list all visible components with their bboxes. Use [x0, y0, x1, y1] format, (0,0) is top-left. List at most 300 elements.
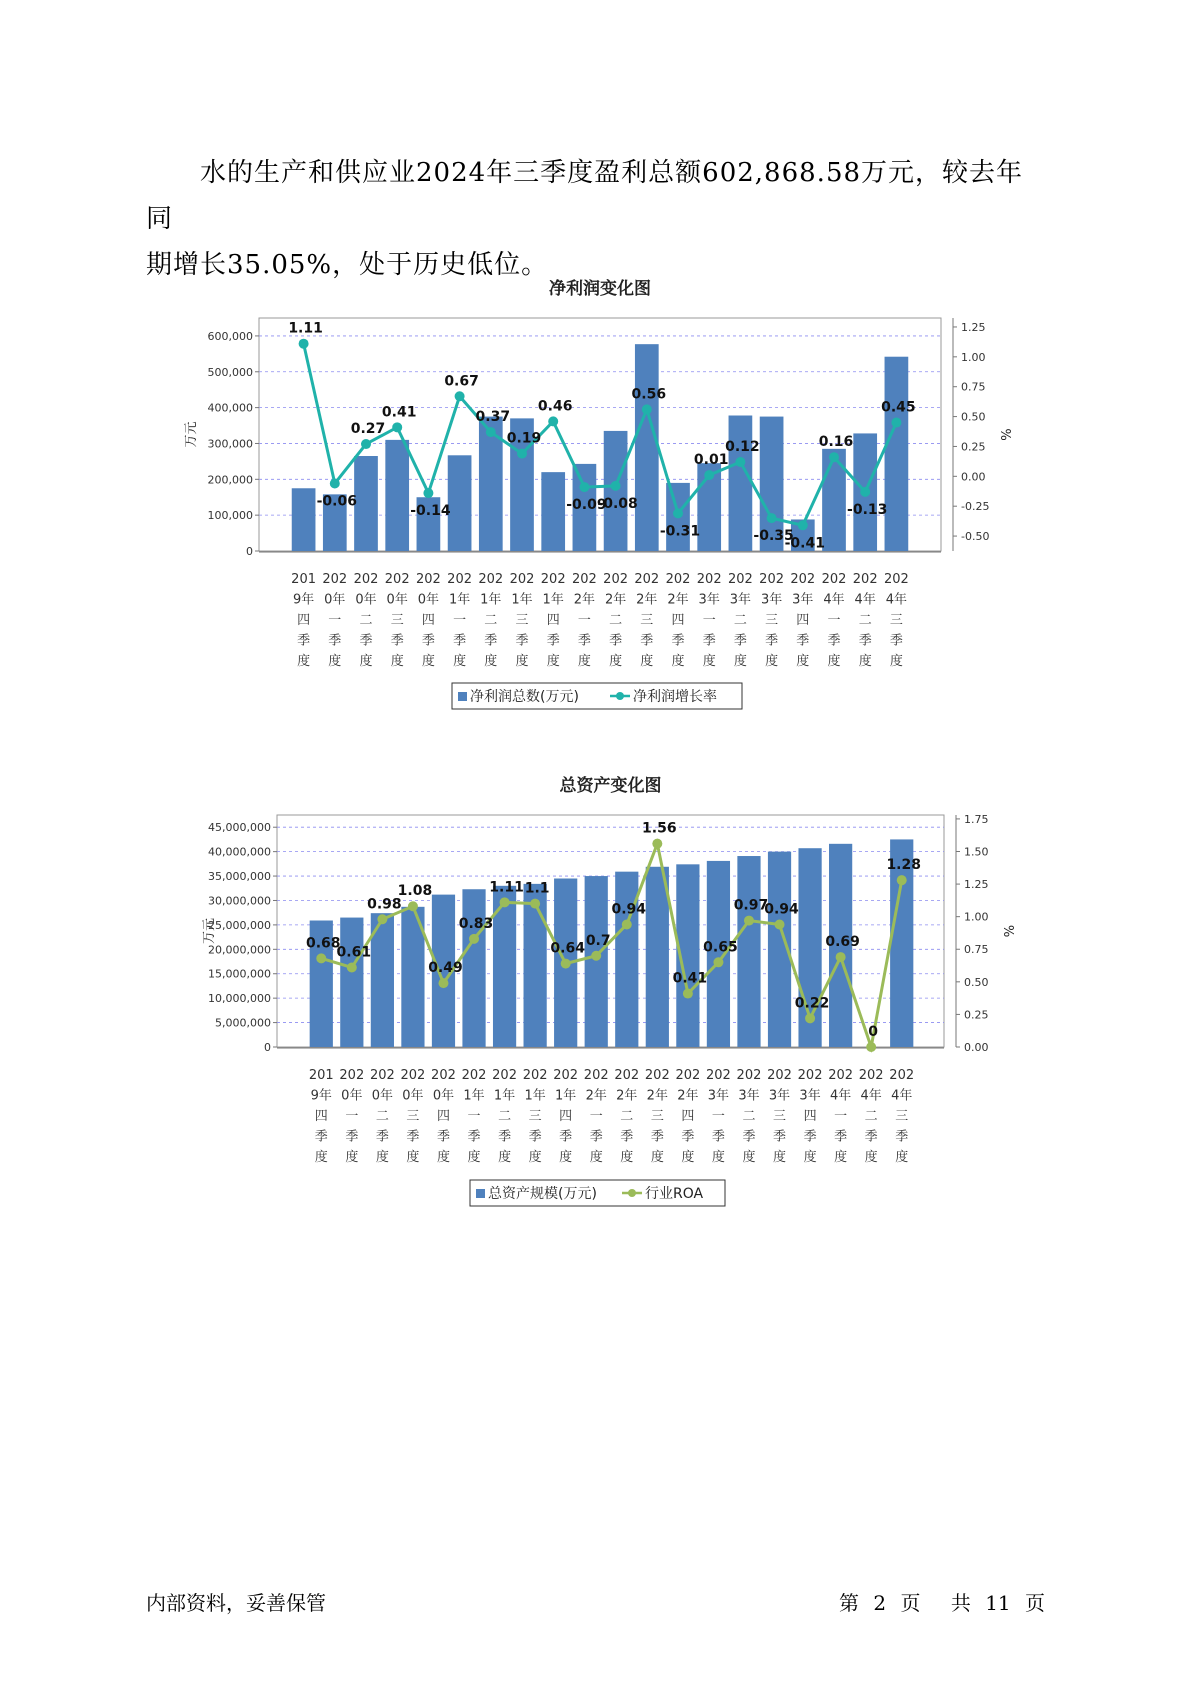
- right-tick-label: 1.00: [964, 910, 989, 924]
- x-tick-label: 季: [671, 633, 685, 649]
- x-tick-label: 度: [671, 654, 685, 669]
- x-tick-label: 202: [540, 572, 566, 587]
- x-tick-label: 四: [546, 613, 560, 628]
- x-tick-label: 季: [589, 1129, 603, 1145]
- right-tick-label: 1.75: [964, 812, 989, 826]
- x-tick-label: 202: [339, 1068, 365, 1083]
- total-no: 11: [985, 1591, 1011, 1615]
- line-point: [866, 1042, 876, 1052]
- line-point: [316, 953, 326, 963]
- x-tick-label: 一: [702, 613, 716, 628]
- x-tick-label: 季: [515, 633, 529, 649]
- x-tick-label: 季: [640, 633, 654, 649]
- page-unit: 页: [900, 1591, 921, 1615]
- right-tick-label: 1.25: [961, 320, 986, 334]
- x-tick-label: 度: [889, 654, 903, 669]
- x-tick-label: 202: [522, 1068, 548, 1083]
- x-tick-label: 季: [345, 1129, 359, 1145]
- legend-line-label: 净利润增长率: [633, 689, 717, 705]
- chart-title: 总资产变化图: [559, 776, 662, 796]
- x-tick-label: 一: [467, 1109, 481, 1124]
- x-tick-label: 0年: [386, 592, 408, 608]
- legend-line-marker: [628, 1189, 636, 1197]
- data-label: 0.01: [693, 452, 729, 469]
- x-tick-label: 四: [803, 1109, 817, 1124]
- x-tick-label: 202: [322, 572, 348, 587]
- x-tick-label: 季: [390, 633, 404, 649]
- x-tick-label: 4年: [891, 1088, 913, 1104]
- line-point: [591, 951, 601, 961]
- bar: [646, 867, 669, 1047]
- total-prefix: 共: [950, 1591, 971, 1615]
- right-tick-label: 1.00: [961, 350, 986, 364]
- x-tick-label: 0年: [341, 1088, 363, 1104]
- data-label: 0.49: [428, 960, 463, 977]
- x-tick-label: 季: [620, 1129, 634, 1145]
- x-tick-label: 度: [765, 654, 779, 669]
- x-tick-label: 四: [796, 613, 810, 628]
- data-label: 0.61: [336, 944, 372, 961]
- x-tick-label: 度: [834, 1150, 848, 1165]
- total-unit: 页: [1025, 1591, 1045, 1615]
- data-label: 0.12: [725, 438, 760, 455]
- x-tick-label: 季: [406, 1129, 420, 1145]
- x-tick-label: 季: [484, 633, 498, 649]
- data-label: 0.16: [818, 434, 854, 451]
- chart-title: 净利润变化图: [549, 279, 651, 299]
- left-tick-label: 40,000,000: [208, 845, 271, 859]
- x-tick-label: 三: [765, 613, 779, 628]
- x-tick-label: 2年: [646, 1088, 668, 1104]
- x-tick-label: 3年: [760, 592, 783, 608]
- x-tick-label: 二: [609, 613, 623, 628]
- legend-bar-swatch: [476, 1189, 485, 1198]
- right-tick-label: 0.75: [964, 943, 989, 957]
- x-tick-label: 度: [803, 1150, 817, 1165]
- legend-line-label: 行业ROA: [645, 1186, 704, 1202]
- x-tick-label: 度: [742, 1150, 756, 1165]
- x-tick-label: 季: [328, 633, 342, 649]
- x-tick-label: 季: [421, 633, 435, 649]
- x-tick-label: 度: [436, 1150, 450, 1165]
- x-tick-label: 度: [528, 1150, 542, 1165]
- x-tick-label: 202: [384, 572, 410, 587]
- data-label: 0.7: [585, 932, 611, 949]
- x-tick-label: 度: [773, 1150, 787, 1165]
- right-tick-label: 1.50: [964, 845, 989, 859]
- x-tick-label: 度: [515, 654, 529, 669]
- x-tick-label: 2年: [585, 1088, 607, 1104]
- line-point: [438, 978, 448, 988]
- x-tick-label: 3年: [698, 592, 720, 608]
- line-point: [530, 899, 540, 909]
- x-tick-label: 一: [328, 613, 342, 628]
- x-tick-label: 202: [767, 1068, 792, 1083]
- legend-bar-label: 总资产规模(万元): [488, 1186, 597, 1202]
- x-tick-label: 季: [453, 633, 467, 649]
- x-tick-label: 季: [359, 633, 373, 649]
- x-tick-label: 度: [421, 654, 435, 669]
- x-tick-label: 202: [852, 572, 878, 587]
- right-tick-label: 0.25: [964, 1008, 989, 1022]
- x-tick-label: 一: [711, 1109, 725, 1124]
- x-tick-label: 202: [447, 572, 473, 587]
- data-label: 0.41: [672, 970, 708, 987]
- x-tick-label: 度: [546, 654, 560, 669]
- x-tick-label: 二: [620, 1109, 634, 1124]
- x-tick-label: 202: [603, 572, 629, 587]
- x-tick-label: 二: [858, 613, 872, 628]
- x-tick-label: 二: [359, 613, 373, 628]
- left-tick-label: 400,000: [207, 401, 253, 415]
- x-tick-label: 季: [773, 1129, 787, 1145]
- bar: [737, 856, 760, 1047]
- x-tick-label: 季: [889, 633, 903, 649]
- data-label: 1.28: [886, 857, 921, 874]
- x-tick-label: 202: [883, 572, 909, 587]
- x-tick-label: 度: [328, 654, 342, 669]
- x-tick-label: 202: [583, 1068, 609, 1083]
- x-tick-label: 202: [790, 572, 816, 587]
- left-tick-label: 35,000,000: [208, 870, 271, 884]
- x-tick-label: 二: [375, 1109, 389, 1124]
- data-label: 0: [868, 1024, 879, 1040]
- x-tick-label: 三: [390, 613, 404, 628]
- x-tick-label: 3年: [768, 1088, 791, 1104]
- right-tick-label: 0.00: [964, 1041, 989, 1054]
- line-point: [744, 916, 754, 926]
- footer-page-number: [835, 1587, 1045, 1616]
- x-tick-label: 0年: [432, 1088, 455, 1104]
- x-tick-label: 季: [375, 1129, 389, 1145]
- x-tick-label: 202: [889, 1068, 915, 1083]
- x-tick-label: 1年: [463, 1088, 485, 1104]
- x-tick-label: 202: [634, 572, 660, 587]
- left-axis-label: 万元: [184, 421, 199, 448]
- x-tick-label: 度: [390, 654, 404, 669]
- x-tick-label: 4年: [823, 592, 845, 608]
- data-label: 0.98: [367, 896, 402, 913]
- x-tick-label: 季: [711, 1129, 725, 1145]
- x-tick-label: 202: [706, 1068, 731, 1083]
- x-tick-label: 202: [553, 1068, 579, 1083]
- x-tick-label: 季: [546, 633, 560, 649]
- x-tick-label: 度: [375, 1150, 389, 1165]
- right-tick-label: 0.25: [961, 440, 986, 454]
- line-point: [408, 901, 418, 911]
- x-tick-label: 四: [314, 1109, 328, 1124]
- x-tick-label: 三: [406, 1109, 420, 1124]
- data-label: 1.56: [642, 820, 677, 837]
- right-tick-label: 0.00: [961, 470, 986, 484]
- data-label: 0.67: [444, 373, 479, 390]
- right-tick-label: -0.25: [961, 500, 990, 514]
- x-tick-label: 1年: [555, 1088, 577, 1104]
- line-point: [377, 914, 387, 924]
- x-tick-label: 202: [727, 572, 753, 587]
- x-tick-label: 1年: [542, 592, 564, 608]
- data-label: 0.94: [611, 901, 647, 918]
- bar: [615, 872, 638, 1047]
- x-tick-label: 度: [702, 654, 716, 669]
- x-tick-label: 度: [620, 1150, 634, 1165]
- x-tick-label: 202: [400, 1068, 426, 1083]
- x-tick-label: 4年: [860, 1088, 882, 1104]
- x-tick-label: 3年: [729, 592, 752, 608]
- data-label: 1.11: [489, 879, 524, 896]
- line-point: [683, 989, 693, 999]
- right-tick-label: 1.25: [964, 878, 989, 892]
- data-label: 0.22: [794, 995, 830, 1012]
- left-tick-label: 45,000,000: [208, 821, 271, 835]
- x-tick-label: 度: [640, 654, 654, 669]
- x-tick-label: 202: [828, 1068, 854, 1083]
- data-label: 0.64: [550, 940, 585, 957]
- x-tick-label: 度: [406, 1150, 420, 1165]
- x-tick-label: 202: [492, 1068, 517, 1083]
- left-tick-label: 15,000,000: [208, 967, 271, 981]
- x-tick-label: 3年: [799, 1088, 821, 1104]
- line-point: [805, 1013, 815, 1023]
- x-tick-label: 季: [895, 1129, 909, 1145]
- x-tick-label: 度: [484, 654, 498, 669]
- data-label: -0.35: [753, 528, 794, 545]
- x-tick-label: 二: [484, 613, 498, 628]
- x-tick-label: 度: [498, 1150, 512, 1165]
- x-tick-label: 度: [733, 654, 747, 669]
- x-tick-label: 四: [297, 613, 311, 628]
- x-tick-label: 季: [297, 633, 311, 649]
- left-tick-label: 300,000: [207, 437, 253, 451]
- x-tick-label: 季: [742, 1129, 756, 1145]
- data-label: 1.11: [288, 320, 323, 337]
- left-tick-label: 500,000: [207, 365, 253, 379]
- x-tick-label: 季: [528, 1129, 542, 1145]
- x-tick-label: 0年: [371, 1088, 394, 1104]
- right-axis-label: %: [1003, 924, 1018, 938]
- x-tick-label: 四: [671, 613, 685, 628]
- data-label: -0.08: [597, 495, 638, 512]
- x-tick-label: 2年: [616, 1088, 638, 1104]
- x-tick-label: 四: [436, 1109, 450, 1124]
- data-label: 0.56: [631, 386, 667, 403]
- x-tick-label: 0年: [417, 592, 440, 608]
- x-tick-label: 1年: [511, 592, 533, 608]
- x-tick-label: 一: [589, 1109, 603, 1124]
- x-tick-label: 202: [415, 572, 441, 587]
- x-tick-label: 一: [345, 1109, 359, 1124]
- x-tick-label: 202: [736, 1068, 762, 1083]
- data-label: -0.06: [316, 493, 357, 510]
- x-tick-label: 202: [571, 572, 597, 587]
- data-label: 0.97: [733, 897, 769, 914]
- x-tick-label: 202: [509, 572, 535, 587]
- left-tick-label: 30,000,000: [208, 894, 271, 908]
- bar: [462, 889, 485, 1047]
- line-point: [897, 875, 907, 885]
- x-tick-label: 四: [681, 1109, 695, 1124]
- x-tick-label: 季: [858, 633, 872, 649]
- x-tick-label: 202: [369, 1068, 395, 1083]
- x-tick-label: 3年: [792, 592, 814, 608]
- data-label: 0.69: [825, 934, 860, 951]
- line-point: [622, 919, 632, 929]
- x-tick-label: 202: [644, 1068, 670, 1083]
- x-tick-label: 2年: [677, 1088, 699, 1104]
- x-tick-label: 度: [711, 1150, 725, 1165]
- line-point: [713, 957, 723, 967]
- x-tick-label: 2年: [604, 592, 627, 608]
- x-tick-label: 季: [765, 633, 779, 649]
- x-tick-label: 202: [614, 1068, 640, 1083]
- x-tick-label: 季: [733, 633, 747, 649]
- x-tick-label: 度: [895, 1150, 909, 1165]
- data-label: -0.09: [566, 497, 607, 514]
- x-tick-label: 202: [759, 572, 785, 587]
- left-tick-label: 600,000: [207, 329, 253, 343]
- data-label: 0.45: [881, 399, 916, 416]
- x-tick-label: 三: [528, 1109, 542, 1124]
- x-tick-label: 季: [827, 633, 841, 649]
- x-tick-label: 0年: [324, 592, 346, 608]
- x-tick-label: 0年: [355, 592, 377, 608]
- x-tick-label: 度: [681, 1150, 695, 1165]
- x-tick-label: 202: [675, 1068, 701, 1083]
- x-tick-label: 3年: [738, 1088, 760, 1104]
- bar: [585, 876, 608, 1047]
- left-tick-label: 200,000: [207, 473, 253, 487]
- left-tick-label: 25,000,000: [208, 918, 271, 932]
- data-label: 0.46: [537, 398, 573, 415]
- data-label: 0.19: [506, 430, 542, 447]
- data-label: 0.68: [306, 935, 341, 952]
- x-tick-label: 9年: [310, 1088, 332, 1104]
- data-label: 0.83: [458, 915, 494, 932]
- x-tick-label: 4年: [854, 592, 876, 608]
- x-tick-label: 度: [609, 654, 623, 669]
- x-tick-label: 季: [834, 1129, 848, 1145]
- data-label: 1.08: [397, 883, 433, 900]
- x-tick-label: 二: [864, 1109, 878, 1124]
- x-tick-label: 三: [515, 613, 529, 628]
- x-tick-label: 度: [589, 1150, 603, 1165]
- x-tick-label: 季: [864, 1129, 878, 1145]
- x-tick-label: 3年: [707, 1088, 730, 1104]
- x-tick-label: 三: [773, 1109, 787, 1124]
- x-tick-label: 度: [827, 654, 841, 669]
- left-tick-label: 0: [246, 545, 253, 558]
- data-label: -0.31: [659, 523, 701, 540]
- right-tick-label: 0.50: [961, 410, 986, 424]
- page-no: 2: [873, 1591, 887, 1615]
- data-label: -0.14: [410, 503, 451, 520]
- right-axis-label: %: [1000, 428, 1015, 441]
- line-point: [561, 959, 571, 969]
- x-tick-label: 三: [895, 1109, 909, 1124]
- x-tick-label: 季: [577, 633, 591, 649]
- x-tick-label: 季: [609, 633, 623, 649]
- page-prefix: 第: [839, 1591, 860, 1615]
- data-label: 0.41: [381, 404, 417, 421]
- right-tick-label: 0.75: [961, 380, 986, 394]
- x-tick-label: 季: [650, 1129, 664, 1145]
- x-tick-label: 2年: [573, 592, 596, 608]
- line-point: [500, 897, 510, 907]
- x-tick-label: 一: [827, 613, 841, 628]
- x-tick-label: 201: [291, 572, 317, 587]
- x-tick-label: 季: [702, 633, 716, 649]
- x-tick-label: 度: [345, 1150, 359, 1165]
- x-tick-label: 度: [864, 1150, 878, 1165]
- x-tick-label: 度: [650, 1150, 664, 1165]
- x-tick-label: 三: [640, 613, 654, 628]
- x-tick-label: 一: [834, 1109, 848, 1124]
- x-tick-label: 二: [498, 1109, 512, 1124]
- x-tick-label: 度: [314, 1150, 328, 1165]
- x-tick-label: 1年: [493, 1088, 516, 1104]
- x-tick-label: 4年: [885, 592, 908, 608]
- x-tick-label: 1年: [524, 1088, 546, 1104]
- x-tick-label: 季: [467, 1129, 481, 1145]
- data-label: 1.1: [524, 880, 550, 897]
- x-tick-label: 202: [665, 572, 691, 587]
- x-tick-label: 202: [461, 1068, 487, 1083]
- right-tick-label: -0.50: [961, 530, 990, 544]
- x-tick-label: 2年: [667, 592, 689, 608]
- legend-bar-label: 净利润总数(万元): [470, 689, 579, 705]
- left-tick-label: 10,000,000: [208, 992, 271, 1006]
- left-axis-label: 万元: [202, 917, 217, 945]
- data-label: -0.13: [847, 501, 888, 518]
- summary-line-1: 水的生产和供应业2024年三季度盈利总额602,868.58万元，较去年同: [146, 158, 1024, 234]
- x-tick-label: 季: [796, 633, 810, 649]
- x-tick-label: 二: [742, 1109, 756, 1124]
- x-tick-label: 四: [559, 1109, 573, 1124]
- data-label: 0.94: [764, 901, 799, 918]
- x-tick-label: 季: [681, 1129, 695, 1145]
- x-tick-label: 度: [796, 654, 810, 669]
- x-tick-label: 度: [453, 654, 467, 669]
- line-point: [652, 839, 662, 849]
- x-tick-label: 201: [308, 1068, 334, 1083]
- x-tick-label: 202: [797, 1068, 823, 1083]
- x-tick-label: 一: [577, 613, 591, 628]
- x-tick-label: 度: [467, 1150, 481, 1165]
- x-tick-label: 2年: [636, 592, 658, 608]
- x-tick-label: 季: [314, 1129, 328, 1145]
- x-tick-label: 1年: [448, 592, 471, 608]
- x-tick-label: 202: [858, 1068, 884, 1083]
- x-tick-label: 度: [577, 654, 591, 669]
- x-tick-label: 9年: [292, 592, 315, 608]
- x-tick-label: 202: [431, 1068, 456, 1083]
- x-tick-label: 二: [733, 613, 747, 628]
- x-tick-label: 202: [353, 572, 379, 587]
- line-point: [775, 919, 785, 929]
- x-tick-label: 季: [498, 1129, 512, 1145]
- x-tick-label: 202: [821, 572, 847, 587]
- line-point: [469, 934, 479, 944]
- bar: [340, 918, 363, 1047]
- x-tick-label: 202: [478, 572, 504, 587]
- line-point: [347, 962, 357, 972]
- x-tick-label: 4年: [829, 1088, 852, 1104]
- data-label: 0.37: [475, 409, 511, 426]
- line-point: [836, 952, 846, 962]
- x-tick-label: 度: [297, 654, 311, 669]
- x-tick-label: 季: [803, 1129, 817, 1145]
- x-tick-label: 四: [421, 613, 435, 628]
